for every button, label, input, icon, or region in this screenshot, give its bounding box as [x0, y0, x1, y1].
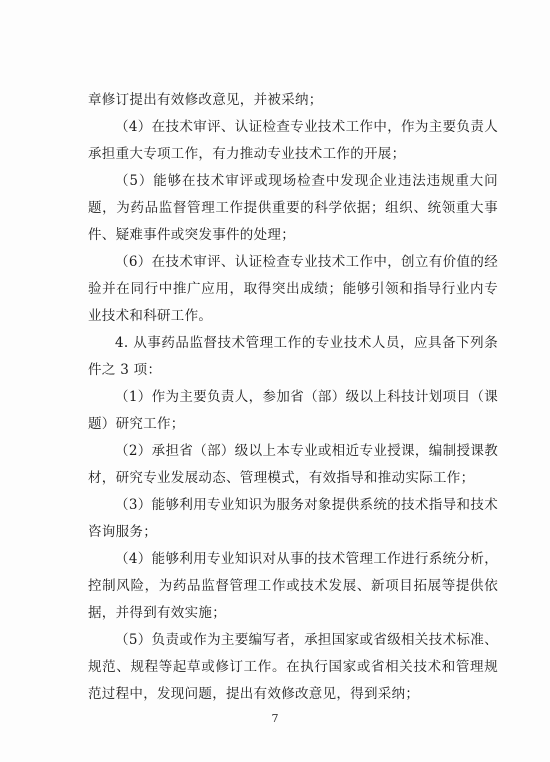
paragraph-continuation: 章修订提出有效修改意见，并被采纳； — [88, 92, 323, 108]
paragraph-item-4: （4）在技术审评、认证检查专业技术工作中，作为主要负责人承担重大专项工作，有力推动专业技术工作的开展； — [88, 119, 498, 162]
paragraph-section-4: 4. 从事药品监督技术管理工作的专业技术人员，应具备下列条件之 3 项： — [88, 335, 498, 378]
page-number: 7 — [271, 712, 279, 725]
paragraph-sub-item-5: （5）负责或作为主要编写者，承担国家或省级相关技术标准、规范、规程等起草或修订工作。在执行国家或省相关技术和管理规范过程中，发现问题，提出有效修改意见，得到采纳； — [88, 632, 498, 702]
paragraph-sub-item-1: （1）作为主要负责人，参加省（部）级以上科技计划项目（课题）研究工作； — [88, 389, 498, 432]
paragraph-item-5: （5）能够在技术审评或现场检查中发现企业违法违规重大问题，为药品监督管理工作提供重要的科学依据；组织、统领重大事件、疑难事件或突发事件的处理； — [88, 173, 498, 243]
paragraph-sub-item-2: （2）承担省（部）级以上本专业或相近专业授课，编制授课教材，研究专业发展动态、管理模式，有效指导和推动实际工作； — [88, 443, 498, 486]
paragraph-sub-item-3: （3）能够利用专业知识为服务对象提供系统的技术指导和技术咨询服务； — [88, 497, 498, 540]
document-body — [88, 87, 498, 708]
paragraph-sub-item-4: （4）能够利用专业知识对从事的技术管理工作进行系统分析，控制风险，为药品监督管理工作或技术发展、新项目拓展等提供依据，并得到有效实施； — [88, 551, 498, 621]
paragraph-item-6: （6）在技术审评、认证检查专业技术工作中，创立有价值的经验并在同行中推广应用，取得突出成绩；能够引领和指导行业内专业技术和科研工作。 — [88, 254, 498, 324]
